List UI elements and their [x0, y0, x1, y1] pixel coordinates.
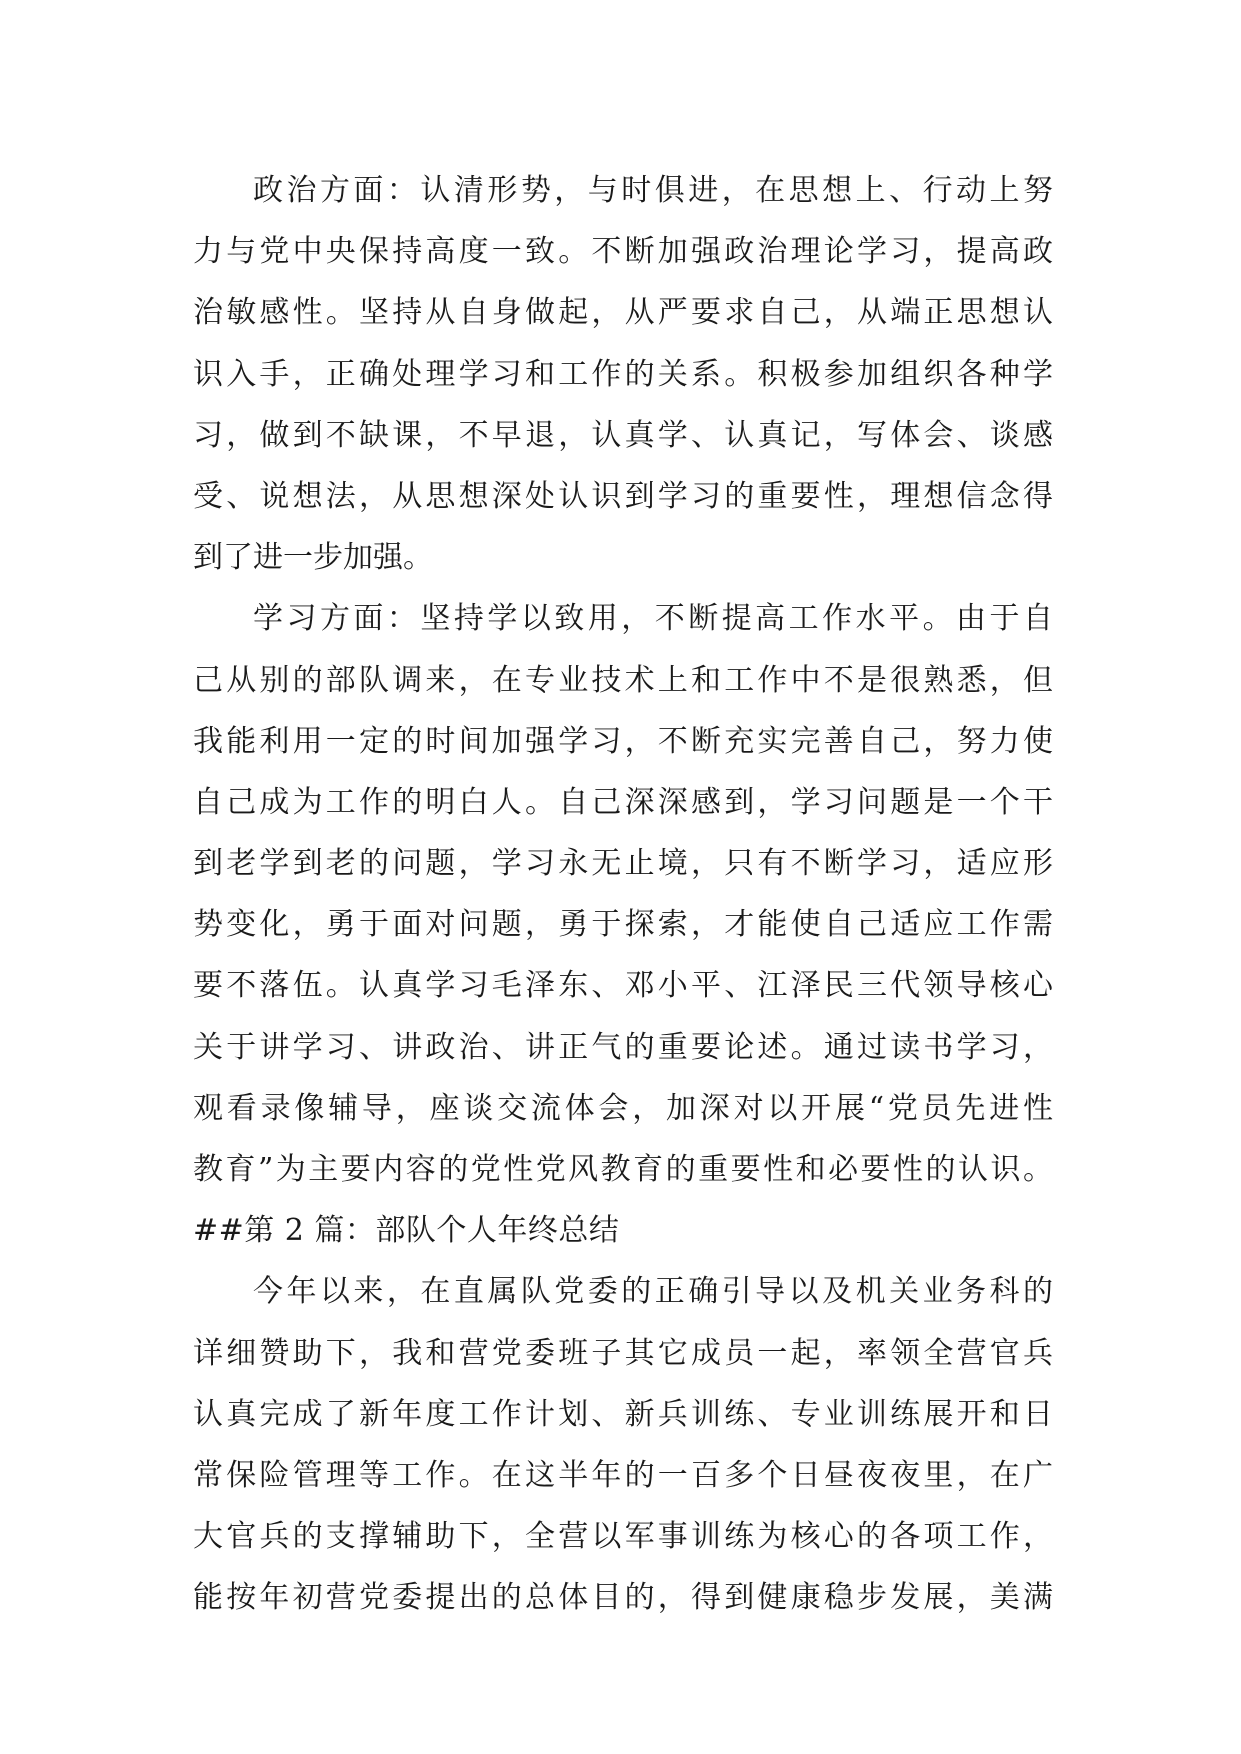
text-line: 受、说想法，从思想深处认识到学习的重要性，理想信念得 [193, 478, 1053, 514]
text-line: 教育”为主要内容的党性党风教育的重要性和必要性的认识。 [193, 1152, 1053, 1187]
text-line: 己从别的部队调来，在专业技术上和工作中不是很熟悉，但 [193, 662, 1053, 698]
text-line: 大官兵的支撑辅助下，全营以军事训练为核心的各项工作， [193, 1519, 1053, 1555]
text-line: 能按年初营党委提出的总体目的，得到健康稳步发展，美满 [193, 1580, 1053, 1616]
text-line: 势变化，勇于面对问题，勇于探索，才能使自己适应工作需 [193, 907, 1053, 943]
text-line: 力与党中央保持高度一致。不断加强政治理论学习，提高政 [193, 234, 1053, 270]
text-line: 今年以来，在直属队党委的正确引导以及机关业务科的 [253, 1274, 1053, 1310]
document-body [193, 160, 1053, 1629]
text-line: 观看录像辅导，座谈交流体会，加深对以开展“党员先进性 [193, 1090, 1053, 1126]
text-line: 治敏感性。坚持从自身做起，从严要求自己，从端正思想认 [193, 295, 1053, 331]
text-line: 详细赞助下，我和营党委班子其它成员一起，率领全营官兵 [193, 1335, 1053, 1371]
text-line: 我能利用一定的时间加强学习，不断充实完善自己，努力使 [193, 723, 1053, 759]
text-line: 识入手，正确处理学习和工作的关系。积极参加组织各种学 [193, 356, 1053, 392]
text-line: 学习方面：坚持学以致用，不断提高工作水平。由于自 [253, 601, 1053, 637]
text-line: 习，做到不缺课，不早退，认真学、认真记，写体会、谈感 [193, 417, 1053, 453]
text-line: 常保险管理等工作。在这半年的一百多个日昼夜夜里，在广 [193, 1457, 1053, 1493]
text-line: 到了进一步加强。 [193, 540, 433, 576]
text-line: 认真完成了新年度工作计划、新兵训练、专业训练展开和日 [193, 1396, 1053, 1432]
text-line: 政治方面：认清形势，与时俱进，在思想上、行动上努 [253, 173, 1053, 208]
text-line: 到老学到老的问题，学习永无止境，只有不断学习，适应形 [193, 846, 1053, 882]
text-line: 要不落伍。认真学习毛泽东、邓小平、江泽民三代领导核心 [193, 968, 1053, 1004]
section-heading: ##第 2 篇：部队个人年终总结 [193, 1213, 620, 1249]
text-line: 关于讲学习、讲政治、讲正气的重要论述。通过读书学习， [193, 1029, 1053, 1065]
text-line: 自己成为工作的明白人。自己深深感到，学习问题是一个干 [193, 784, 1053, 820]
